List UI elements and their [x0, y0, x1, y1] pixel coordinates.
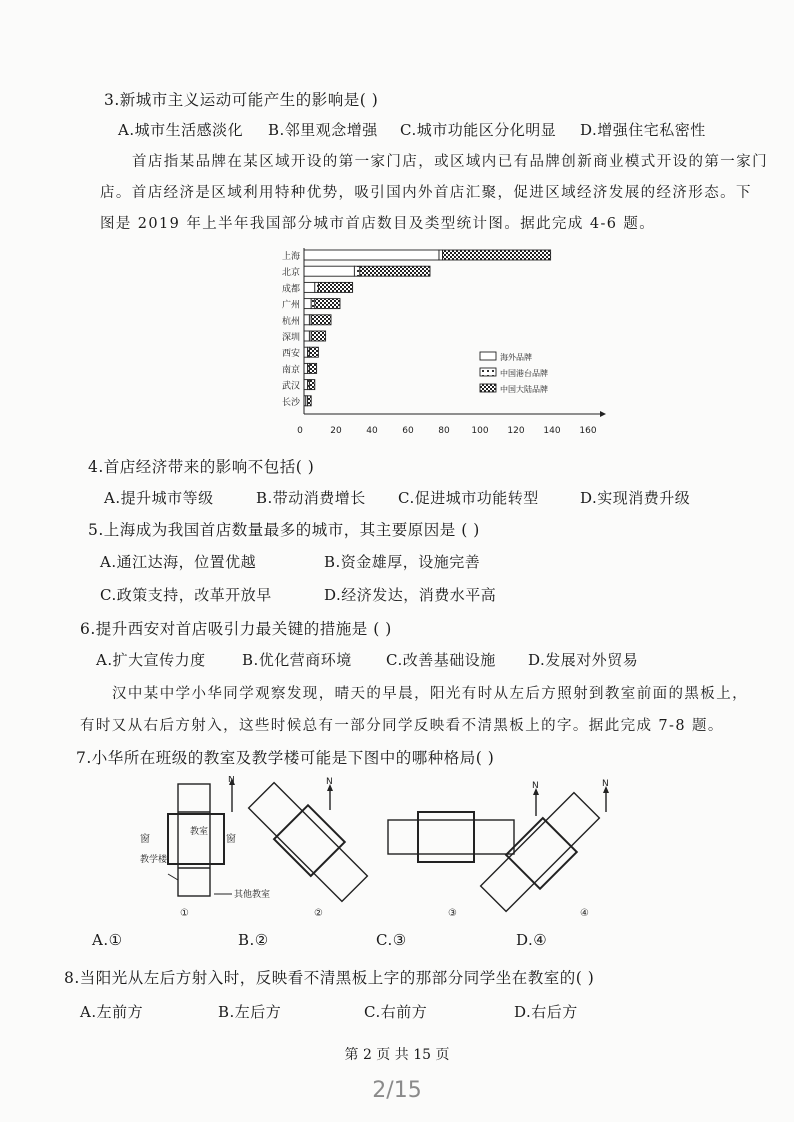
category-label: 广州 — [281, 300, 300, 311]
category-label: 长沙 — [281, 397, 300, 408]
q8-option-c: C.右前方 — [364, 1003, 428, 1021]
bar-overseas-1 — [304, 266, 354, 276]
bar-mainland-6 — [309, 347, 318, 357]
q7-option-b: B.② — [238, 931, 269, 949]
q7-option-d: D.④ — [516, 931, 548, 949]
bars — [304, 250, 551, 406]
category-label: 北京 — [281, 268, 300, 279]
category-label: 深圳 — [281, 333, 300, 343]
legend-swatch-mainland — [480, 384, 496, 392]
q5-option-b: B.资金雄厚，设施完善 — [324, 553, 481, 571]
category-label: 上海 — [281, 252, 300, 262]
layout-4 — [478, 779, 609, 919]
caption-3: ③ — [448, 908, 457, 919]
q5-stem: 5.上海成为我国首店数量最多的城市，其主要原因是 ( ) — [88, 521, 480, 539]
q4-stem: 4.首店经济带来的影响不包括( ) — [88, 458, 315, 476]
bar-mainland-2 — [318, 282, 352, 292]
other-rooms-label: 其他教室 — [234, 890, 271, 900]
x-tick-labels — [297, 426, 597, 436]
intro-4-6-line-3: 图是 2019 年上半年我国部分城市首店数目及类型统计图。据此完成 4-6 题。 — [100, 216, 656, 232]
north-label-1: N — [228, 776, 235, 785]
legend-label-overseas: 海外品牌 — [500, 353, 532, 362]
caption-2: ② — [314, 908, 323, 919]
x-tick-label: 100 — [471, 426, 489, 436]
q3-option-c: C.城市功能区分化明显 — [400, 121, 557, 139]
building-label: 教学楼 — [140, 855, 168, 865]
bar-overseas-8 — [304, 380, 308, 390]
q7-option-a: A.① — [92, 931, 123, 949]
x-tick-label: 20 — [330, 426, 342, 436]
x-tick-label: 160 — [579, 426, 597, 436]
bar-overseas-7 — [304, 363, 308, 373]
q5-option-d: D.经济发达，消费水平高 — [324, 586, 497, 604]
q7-stem: 7.小华所在班级的教室及教学楼可能是下图中的哪种格局( ) — [76, 749, 495, 767]
q8-option-d: D.右后方 — [514, 1003, 578, 1021]
bar-hk-tw-3 — [311, 299, 315, 309]
q3-option-d: D.增强住宅私密性 — [580, 121, 706, 139]
layout-1 — [140, 776, 270, 919]
bar-mainland-7 — [309, 363, 316, 373]
bar-mainland-4 — [311, 315, 331, 325]
classroom-label: 教室 — [190, 827, 209, 837]
x-tick-label: 80 — [438, 426, 450, 436]
x-tick-label: 60 — [402, 426, 414, 436]
page-indicator: 2/15 — [372, 1078, 422, 1103]
q6-option-a: A.扩大宣传力度 — [96, 651, 206, 669]
q3-stem: 3.新城市主义运动可能产生的影响是( ) — [104, 91, 379, 109]
bar-mainland-9 — [308, 396, 312, 406]
intro-4-6-line-1: 首店指某品牌在某区域开设的第一家门店，或区域内已有品牌创新商业模式开设的第一家门 — [132, 154, 768, 170]
intro-4-6-line-2: 店。首店经济是区域利用特种优势，吸引国内外首店汇聚，促进区域经济发展的经济形态。下 — [100, 185, 752, 201]
x-axis-arrow — [600, 411, 606, 417]
bar-hk-tw-1 — [354, 266, 359, 276]
bar-overseas-4 — [304, 315, 309, 325]
q3-option-b: B.邻里观念增强 — [268, 121, 378, 139]
q4-option-b: B.带动消费增长 — [256, 489, 366, 507]
bar-mainland-5 — [311, 331, 325, 341]
x-tick-label: 120 — [507, 426, 525, 436]
q4-option-d: D.实现消费升级 — [580, 489, 691, 507]
page-footer: 第 2 页 共 15 页 — [344, 1047, 450, 1063]
q8-option-a: A.左前方 — [80, 1003, 144, 1021]
north-label-3: N — [532, 781, 539, 791]
classroom-layout-diagram — [140, 776, 620, 920]
north-label-2: N — [326, 777, 333, 787]
q6-option-c: C.改善基础设施 — [386, 651, 496, 669]
bar-hk-tw-0 — [439, 250, 443, 260]
x-tick-label: 0 — [297, 426, 303, 436]
bar-mainland-8 — [309, 380, 314, 390]
q6-option-b: B.优化营商环境 — [242, 651, 352, 669]
category-labels — [282, 250, 301, 408]
intro-7-8-line-2: 有时又从右后方射入，这些时候总有一部分同学反映看不清黑板上的字。据此完成 7-8 题。 — [80, 718, 724, 734]
x-tick-label: 40 — [366, 426, 378, 436]
window-left-label: 窗 — [140, 834, 150, 845]
bar-overseas-0 — [304, 250, 439, 260]
q6-option-d: D.发展对外贸易 — [528, 651, 639, 669]
first-store-bar-chart — [262, 240, 612, 440]
q8-option-b: B.左后方 — [218, 1003, 282, 1021]
legend-swatch-hk-tw — [480, 368, 496, 376]
q6-stem: 6.提升西安对首店吸引力最关键的措施是 ( ) — [80, 620, 392, 638]
category-label: 南京 — [281, 365, 300, 376]
legend-label-mainland: 中国大陆品牌 — [500, 385, 548, 394]
caption-1: ① — [180, 908, 189, 919]
bar-hk-tw-2 — [315, 282, 319, 292]
bar-mainland-3 — [315, 299, 340, 309]
category-label: 西安 — [281, 349, 300, 360]
bar-overseas-5 — [304, 331, 309, 341]
q7-option-c: C.③ — [376, 931, 407, 949]
q4-option-a: A.提升城市等级 — [104, 489, 214, 507]
bar-overseas-3 — [304, 299, 311, 309]
category-label: 杭州 — [281, 316, 300, 327]
category-label: 武汉 — [281, 381, 300, 392]
intro-7-8-line-1: 汉中某中学小华同学观察发现，晴天的早晨，阳光有时从左后方照射到教室前面的黑板上， — [112, 686, 748, 702]
legend-label-hk-tw: 中国港台品牌 — [500, 369, 548, 378]
x-tick-label: 140 — [543, 426, 561, 436]
bar-mainland-0 — [443, 250, 551, 260]
north-label-4: N — [602, 779, 609, 789]
q5-option-a: A.通江达海，位置优越 — [100, 553, 257, 571]
q3-option-a: A.城市生活感淡化 — [118, 121, 244, 139]
q4-option-c: C.促进城市功能转型 — [398, 489, 539, 507]
legend — [480, 352, 548, 394]
category-label: 成都 — [281, 284, 300, 295]
legend-swatch-overseas — [480, 352, 496, 360]
bar-overseas-2 — [304, 282, 315, 292]
window-right-label: 窗 — [226, 834, 236, 845]
bar-mainland-1 — [360, 266, 430, 276]
q8-stem: 8.当阳光从左后方射入时，反映看不清黑板上字的那部分同学坐在教室的( ) — [64, 969, 595, 987]
bar-overseas-6 — [304, 347, 308, 357]
q5-option-c: C.政策支持，改革开放早 — [100, 586, 272, 604]
caption-4: ④ — [580, 908, 589, 919]
